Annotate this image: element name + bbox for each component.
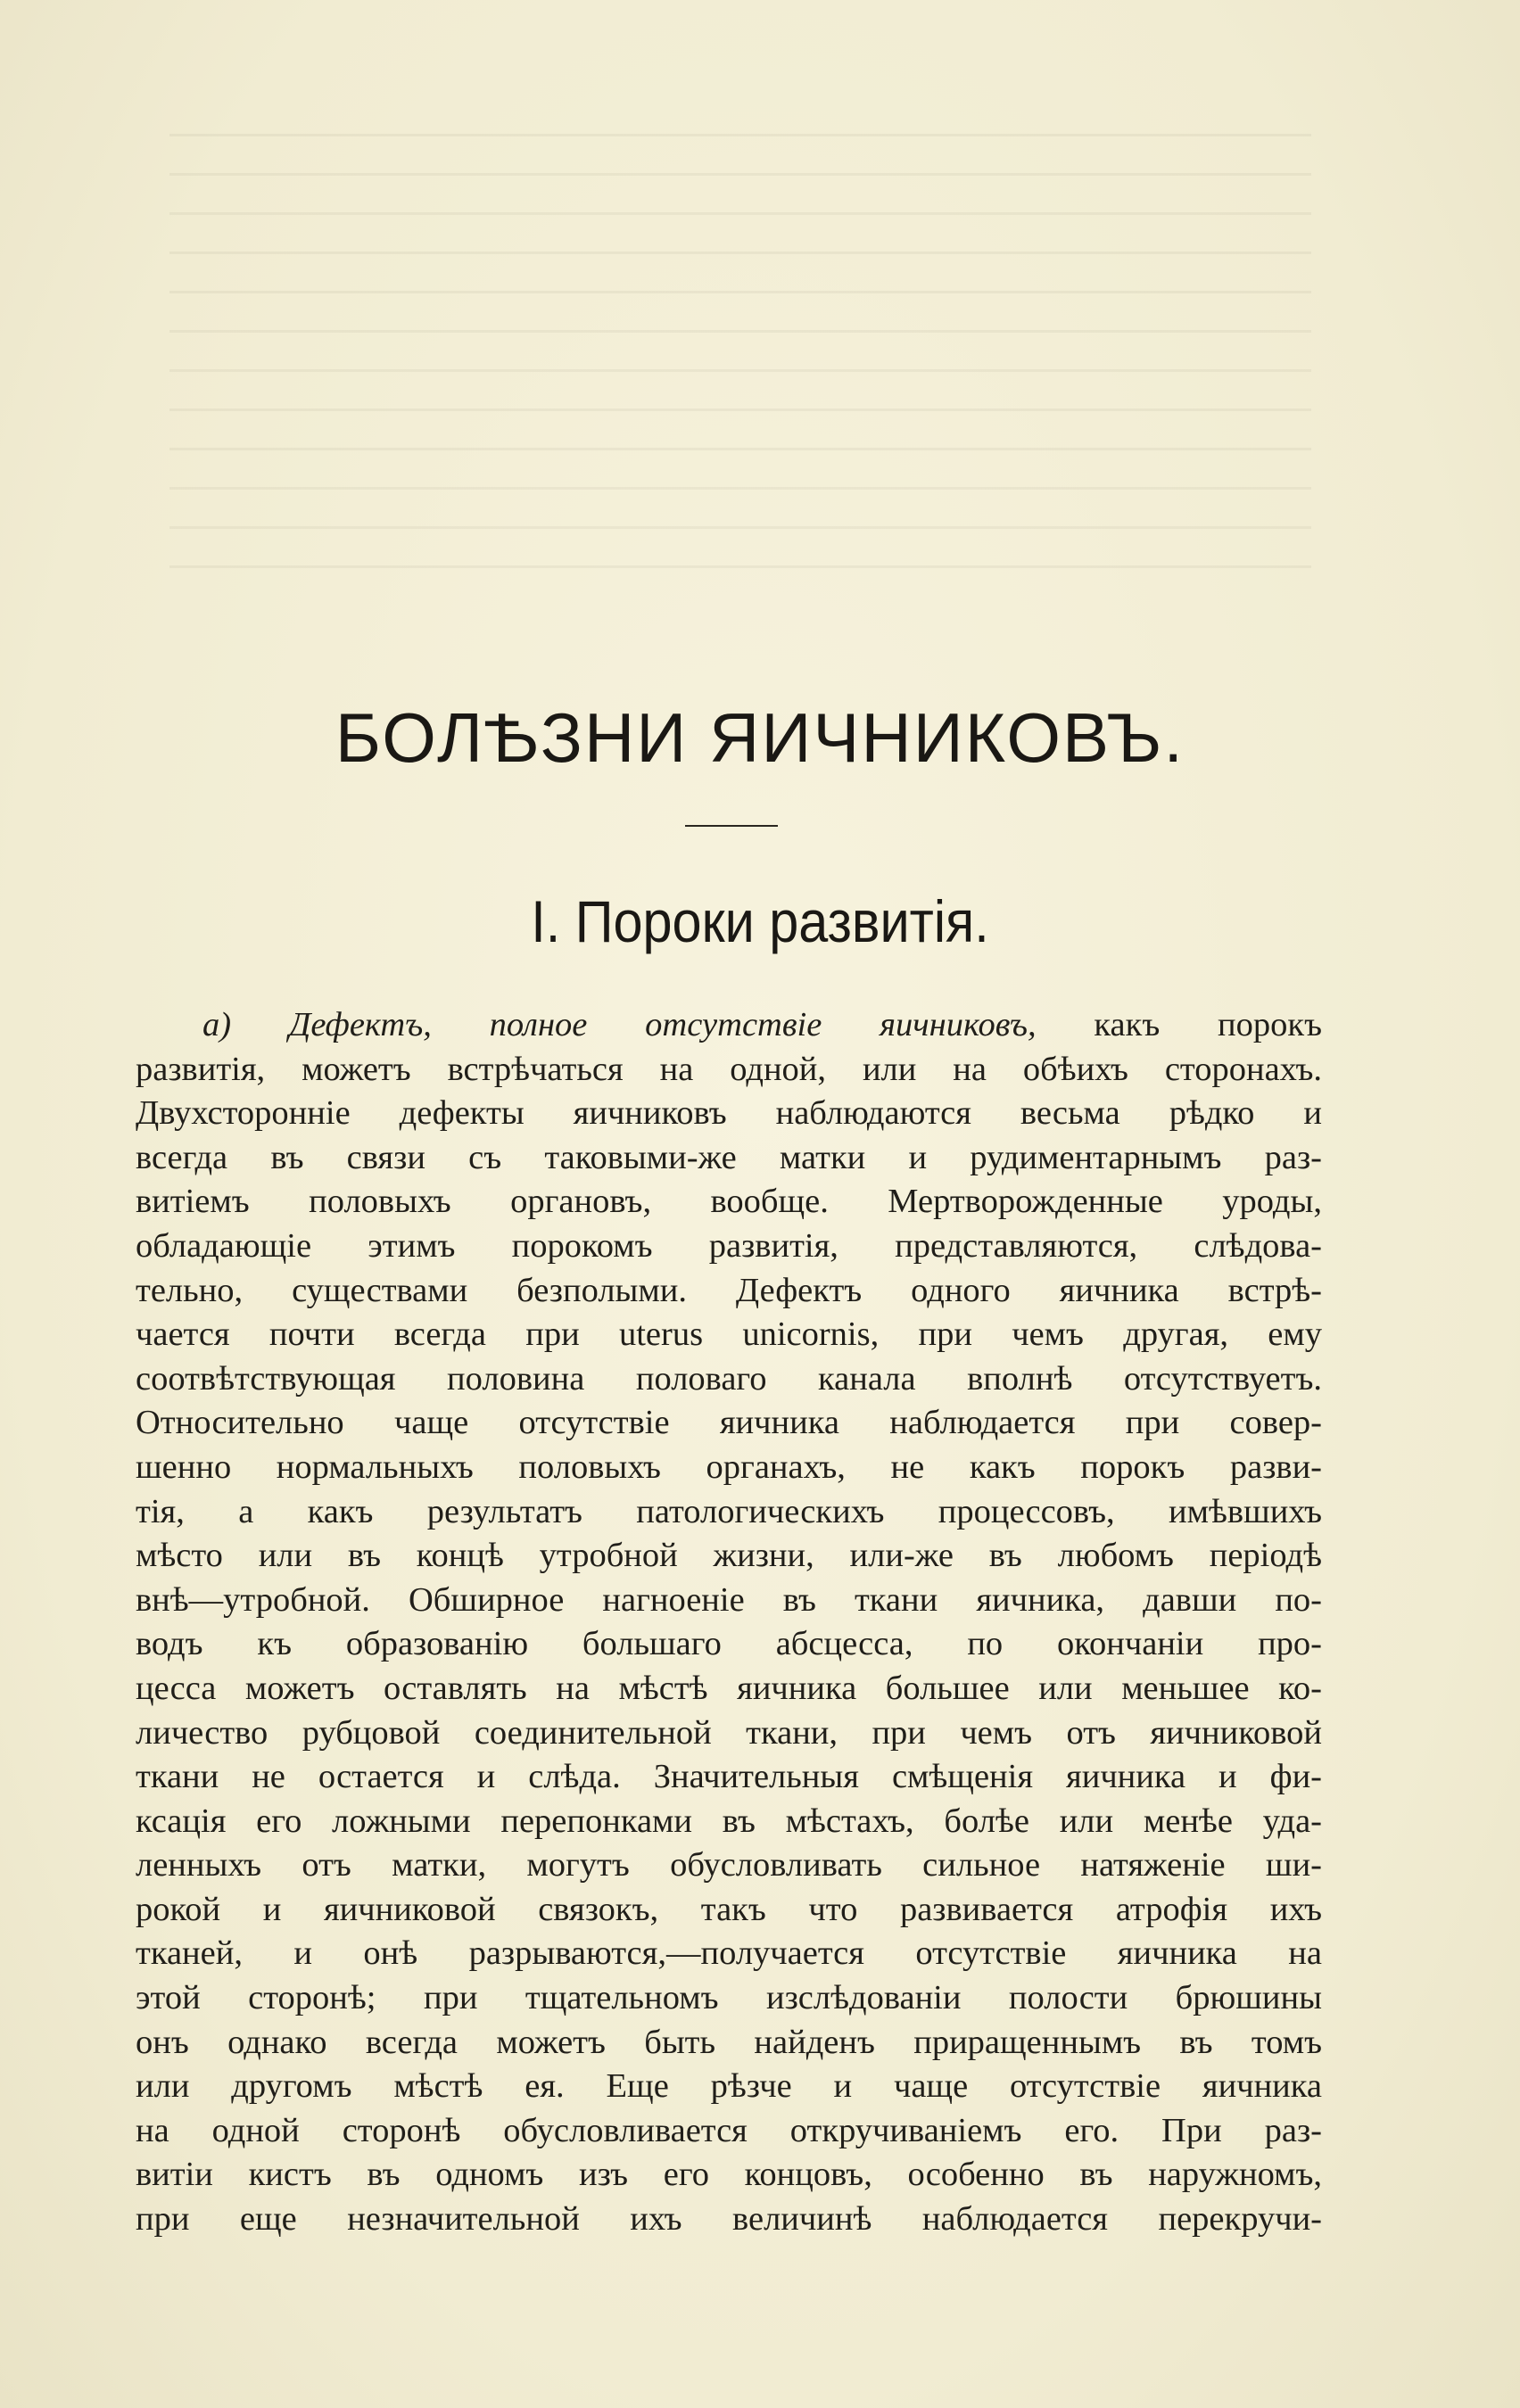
text-line: тія, а какъ результатъ патологическихъ процессовъ, имѣвшихъ <box>136 1492 1322 1530</box>
text-line: или другомъ мѣстѣ ея. Еще рѣзче и чаще отсутствіе яичника <box>136 2067 1322 2106</box>
section-title: I. Пороки развитія. <box>531 888 989 954</box>
text-line: соотвѣтствующая половина половаго канала вполнѣ отсутствуетъ. <box>136 1359 1322 1398</box>
text-line: витіемъ половыхъ органовъ, вообще. Мертворожденные уроды, <box>136 1183 1322 1221</box>
text-line: витіи кистъ въ одномъ изъ его концовъ, особенно въ наружномъ, <box>136 2156 1322 2194</box>
text-line: шенно нормальныхъ половыхъ органахъ, не какъ порокъ разви- <box>136 1447 1322 1486</box>
text-line: ксація его ложными перепонками въ мѣстахъ, болѣе или менѣе уда- <box>136 1802 1322 1840</box>
text-line: всегда въ связи съ таковыми-же матки и рудиментарнымъ раз- <box>136 1138 1322 1176</box>
first-line-rest: какъ порокъ <box>1036 1006 1322 1043</box>
text-line: мѣсто или въ концѣ утробной жизни, или-же въ любомъ періодѣ <box>136 1537 1322 1575</box>
text-line: внѣ—утробной. Обширное нагноеніе въ ткани яичника, давши по- <box>136 1580 1322 1619</box>
text-line: при еще незначительной ихъ величинѣ наблюдается перекручи- <box>136 2200 1322 2239</box>
text-line: водъ къ образованію большаго абсцесса, по окончаніи про- <box>136 1625 1322 1663</box>
body-paragraph <box>136 1003 1322 2242</box>
text-line: Двухсторонніе дефекты яичниковъ наблюдаются весьма рѣдко и <box>136 1094 1322 1133</box>
text-line: развитія, можетъ встрѣчаться на одной, или на обѣихъ сторонахъ. <box>136 1050 1322 1088</box>
text-line: обладающіе этимъ порокомъ развитія, представляются, слѣдова- <box>136 1226 1322 1265</box>
text-line: этой сторонѣ; при тщательномъ изслѣдованіи полости брюшины <box>136 1979 1322 2017</box>
paragraph-first-line <box>136 1003 1322 1048</box>
text-line: Относительно чаще отсутствіе яичника наблюдается при совер- <box>136 1404 1322 1442</box>
text-line: личество рубцовой соединительной ткани, при чемъ отъ яичниковой <box>136 1713 1322 1752</box>
text-line: на одной сторонѣ обусловливается откручиваніемъ его. При раз- <box>136 2111 1322 2149</box>
text-line: ленныхъ отъ матки, могутъ обусловливать сильное натяженіе ши- <box>136 1846 1322 1884</box>
text-line: тканей, и онѣ разрываются,—получается отсутствіе яичника на <box>136 1934 1322 1973</box>
show-through-text <box>169 134 1311 598</box>
text-line: рокой и яичниковой связокъ, такъ что развивается атрофія ихъ <box>136 1890 1322 1928</box>
text-line: онъ однако всегда можетъ быть найденъ приращеннымъ въ томъ <box>136 2023 1322 2061</box>
chapter-title: БОЛѢЗНИ ЯИЧНИКОВЪ. <box>335 698 1185 777</box>
text-line: цесса можетъ оставлять на мѣстѣ яичника большее или меньшее ко- <box>136 1669 1322 1707</box>
text-line: ткани не остается и слѣда. Значительныя смѣщенія яичника и фи- <box>136 1758 1322 1796</box>
text-line: тельно, существами безполыми. Дефектъ одного яичника встрѣ- <box>136 1271 1322 1309</box>
paragraph-lead: а) Дефектъ, полное отсутствіе яичниковъ, <box>202 1006 1037 1043</box>
title-divider <box>685 825 778 827</box>
text-line: чается почти всегда при uterus unicornis, при чемъ другая, ему <box>136 1315 1322 1354</box>
